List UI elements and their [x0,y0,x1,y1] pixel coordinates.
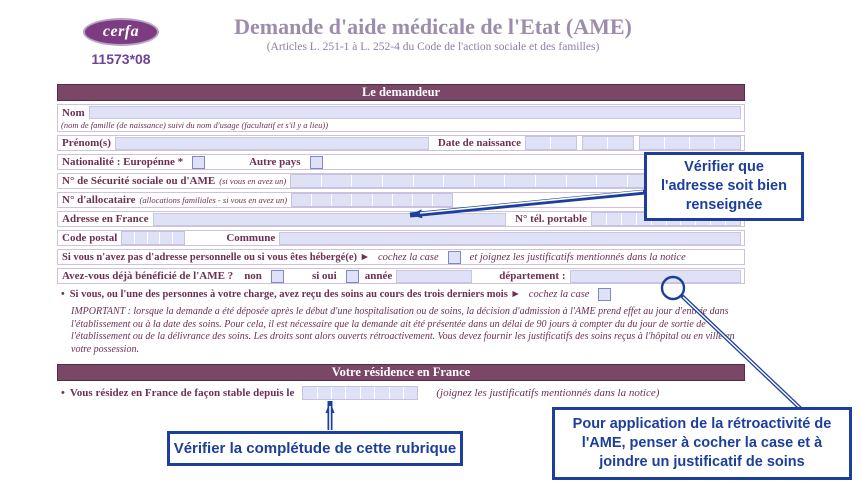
soins-bullet: • [61,288,65,300]
dob-input[interactable] [525,136,741,150]
row-nationalite [57,154,745,170]
hebergement-cochez-label: cochez la case [378,251,439,263]
nationalite-label: Nationalité : Europénne * [62,156,184,168]
si-oui-label: si oui [311,270,337,282]
departement-label: département : [499,270,566,282]
tel-label: N° tél. portable [515,213,587,225]
section-header-residence: Votre résidence en France [57,364,745,381]
cerfa-logo: cerfa [83,18,159,46]
adresse-callout: Vérifier que l'adresse soit bien renseignée [644,152,804,221]
autre-pays-checkbox[interactable] [310,156,323,169]
row-soins [57,286,745,302]
section-header-demandeur: Le demandeur [57,84,745,101]
row-nom [57,104,745,132]
residence-stable-note: (joignez les justificatifs mentionnés dans la notice) [436,387,660,399]
prenom-input[interactable] [115,137,429,150]
beneficie-oui-checkbox[interactable] [346,270,359,283]
commune-input[interactable] [279,232,741,245]
secu-number-input[interactable] [290,174,689,188]
residence-stable-label: Vous résidez en France de façon stable depuis le [69,387,295,399]
prenom-label: Prénom(s) [62,137,111,149]
nom-note: (nom de famille (de naissance) suivi du nom d'usage (facultatif et s'il y a lieu)) [61,120,329,130]
nom-input[interactable] [89,106,741,119]
row-adresse [57,211,745,227]
beneficie-label: Avez-vous déjà bénéficié de l'AME ? [62,270,234,282]
rubrique-callout: Vérifier la complétude de cette rubrique [167,431,463,466]
nationalite-europeenne-checkbox[interactable] [192,156,205,169]
non-label: non [244,270,262,282]
departement-input[interactable] [570,270,742,283]
adresse-label: Adresse en France [62,213,149,225]
ame-form [57,84,745,401]
secu-label: N° de Sécurité sociale ou d'AME [62,175,216,187]
soins-cochez-label: cochez la case [528,288,590,300]
code-postal-label: Code postal [62,232,118,244]
row-allocataire [57,192,745,208]
code-postal-input[interactable] [121,231,185,245]
adresse-input[interactable] [153,213,507,226]
hebergement-note: et joignez les justificatifs mentionnés dans la notice [469,251,686,263]
retroactivite-callout: Pour application de la rétroactivité de l'AME, penser à cocher la case et à joindre un justificatif de soins [552,407,852,480]
form-title-block [168,14,698,53]
soins-checkbox[interactable] [598,288,611,301]
soins-label: Si vous, ou l'une des personnes à votre charge, avez reçu des soins au cours des trois derniers mois ► [69,288,521,300]
dob-label: Date de naissance [437,137,521,149]
hebergement-label: Si vous n'avez pas d'adresse personnelle ou si vous êtes hébergé(e) ► [62,251,370,263]
cerfa-brand [76,18,166,67]
row-code-postal [57,230,745,246]
beneficie-non-checkbox[interactable] [271,270,284,283]
residence-bullet: • [61,387,65,399]
secu-note: (si vous en avez un) [219,176,287,186]
page-title: Demande d'aide médicale de l'Etat (AME) [234,14,632,39]
nom-label: Nom [62,106,85,119]
hebergement-checkbox[interactable] [448,251,461,264]
annee-input[interactable] [396,270,472,283]
autre-pays-label: Autre pays [249,156,301,168]
row-securite-sociale [57,173,745,189]
alloc-note: (allocations familiales - si vous en avez un) [139,195,288,205]
row-prenom-dob [57,135,745,151]
form-number: 11573*08 [91,51,151,67]
annee-label: année [364,270,393,282]
important-paragraph: IMPORTANT : lorsque la demande a été déposée après le début d'une hospitalisation ou de soins, la décision d'admission à l'AME prend effet au jour d'entrée dans l'établissement ou à la date des soins. Pour cela, il est nécessaire que la demande ait été présentée dans un délai de 90 jours à compter du du jour de sortie de l'établissement ou de la délivrance des soins. Les droits sont alors ouverts rétroactivement. Vous devez fournir les justificatifs des soins reçus à l'hôpital ou en ville en votre possession. [71,306,735,355]
row-residence-stable [57,385,745,401]
alloc-label: N° d'allocataire [62,194,136,206]
alloc-number-input[interactable] [291,193,453,207]
row-hebergement [57,249,745,265]
commune-label: Commune [226,232,276,244]
page-subtitle: (Articles L. 251-1 à L. 252-4 du Code de l'action sociale et des familles) [266,41,600,53]
row-beneficie [57,268,745,284]
residence-date-input[interactable] [302,386,418,400]
